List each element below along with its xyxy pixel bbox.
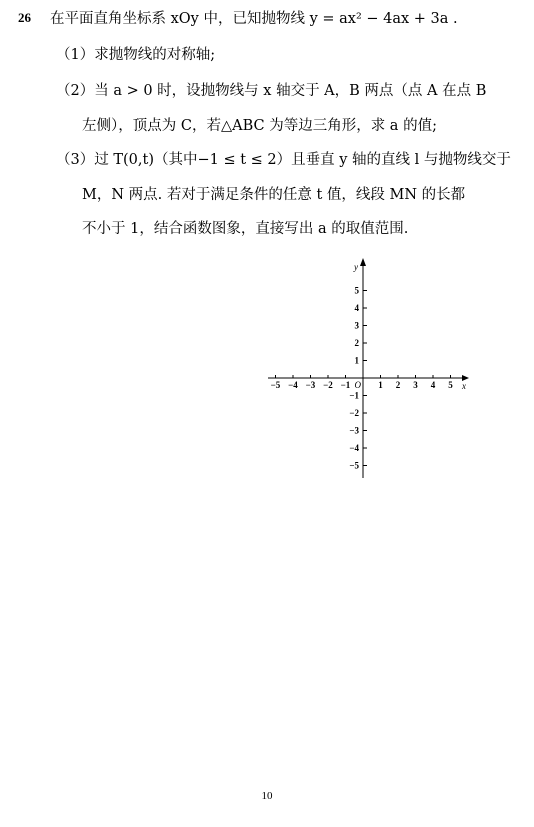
origin-label: O — [354, 380, 361, 390]
y-tick-label: 2 — [354, 338, 359, 348]
y-axis-arrow — [360, 258, 366, 266]
x-tick-label: 2 — [395, 380, 401, 390]
y-axis-label: y — [354, 262, 358, 272]
y-tick-label: −2 — [349, 408, 359, 418]
y-tick-label: −4 — [349, 443, 359, 453]
x-tick-label: −5 — [270, 380, 281, 390]
coordinate-grid — [262, 256, 477, 486]
x-tick-label: 3 — [413, 380, 418, 390]
y-tick-label: 4 — [354, 303, 359, 313]
y-tick-label: 1 — [354, 355, 359, 366]
x-tick-label: 5 — [448, 380, 453, 390]
question-stem: 在平面直角坐标系 xOy 中，已知抛物线 y = ax² − 4ax + 3a . — [50, 11, 458, 27]
x-tick-label: −3 — [305, 380, 316, 390]
y-tick-label: −3 — [349, 425, 359, 436]
y-tick-label: 5 — [354, 285, 359, 296]
x-tick-label: 4 — [430, 380, 436, 390]
y-tick-label: −1 — [349, 390, 359, 401]
x-axis-label: x — [462, 381, 466, 391]
x-tick-label: 1 — [378, 380, 383, 390]
part-2-line-2: 左侧），顶点为 C，若△ABC 为等边三角形，求 a 的值; — [82, 118, 437, 134]
part-3-line-1: （3）过 T(0,t)（其中−1 ≤ t ≤ 2）且垂直 y 轴的直线 l 与抛物线交于 — [56, 152, 511, 168]
x-tick-label: −4 — [288, 380, 298, 390]
y-tick-label: 3 — [354, 320, 359, 331]
part-3-line-3: 不小于 1，结合函数图象，直接写出 a 的取值范围. — [82, 221, 409, 237]
axes — [268, 258, 469, 478]
y-tick-label: −5 — [349, 460, 359, 471]
part-2-line-1: （2）当 a > 0 时，设抛物线与 x 轴交于 A，B 两点（点 A 在点 B — [56, 83, 487, 99]
x-tick-label: −2 — [323, 380, 333, 390]
part-3-line-2: M，N 两点. 若对于满足条件的任意 t 值，线段 MN 的长都 — [82, 187, 466, 203]
page-number: 10 — [261, 790, 273, 802]
x-tick-label: −1 — [340, 380, 351, 390]
question-number: 26 — [18, 10, 31, 25]
part-1: （1）求抛物线的对称轴; — [56, 47, 216, 63]
